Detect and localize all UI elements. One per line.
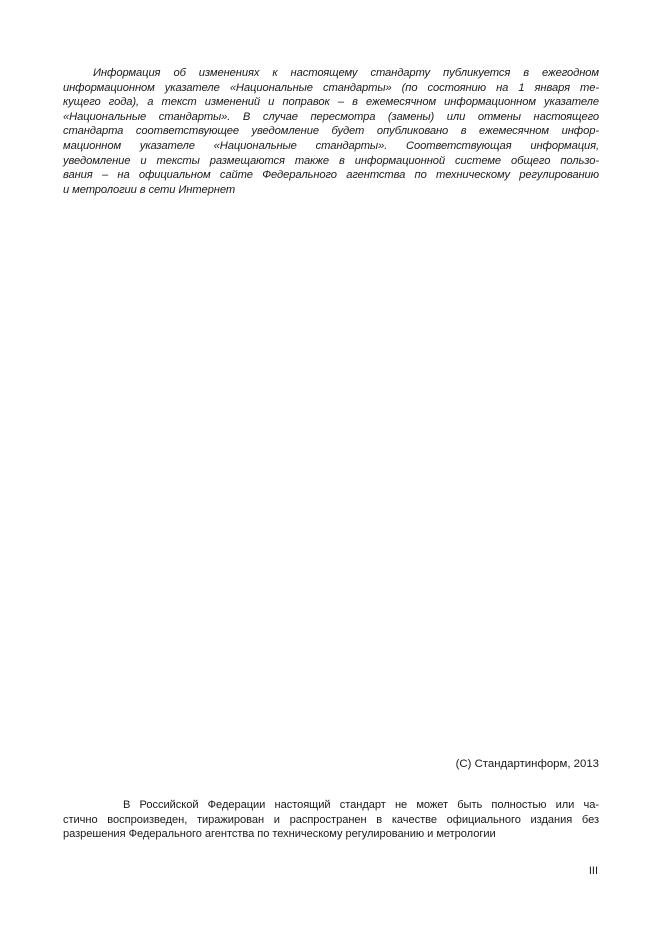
notice-line: мационном указателе «Национальные стандарты». Соответствующая информация, <box>63 139 599 152</box>
change-information-notice <box>63 66 599 197</box>
notice-line: информационном указателе «Национальные стандарты» (по состоянию на 1 января те- <box>63 81 599 94</box>
notice-line: «Национальные стандарты». В случае пересмотра (замены) или отмены настоящего <box>63 110 599 123</box>
restriction-line: стично воспроизведен, тиражирован и распространен в качестве официального издания без <box>63 813 599 826</box>
restriction-line: разрешения Федерального агентства по техническому регулированию и метрологии <box>63 828 496 841</box>
page-number: III <box>588 865 598 877</box>
reproduction-restriction-notice <box>63 798 599 842</box>
notice-line: стандарта соответствующее уведомление будет опубликовано в ежемесячном инфор- <box>63 125 599 138</box>
notice-line: и метрологии в сети Интернет <box>63 183 236 196</box>
copyright-line: (С) Стандартинформ, 2013 <box>455 758 599 770</box>
restriction-line: В Российской Федерации настоящий стандарт не может быть полностью или ча- <box>123 799 599 811</box>
notice-line: уведомление и тексты размещаются также в информационной системе общего пользо- <box>63 154 599 167</box>
notice-line: Информация об изменениях к настоящему стандарту публикуется в ежегодном <box>93 67 599 79</box>
notice-line: вания – на официальном сайте Федерального агентства по техническому регулированию <box>63 169 599 182</box>
notice-line: кущего года), а текст изменений и поправок – в ежемесячном информационном указателе <box>63 96 599 109</box>
